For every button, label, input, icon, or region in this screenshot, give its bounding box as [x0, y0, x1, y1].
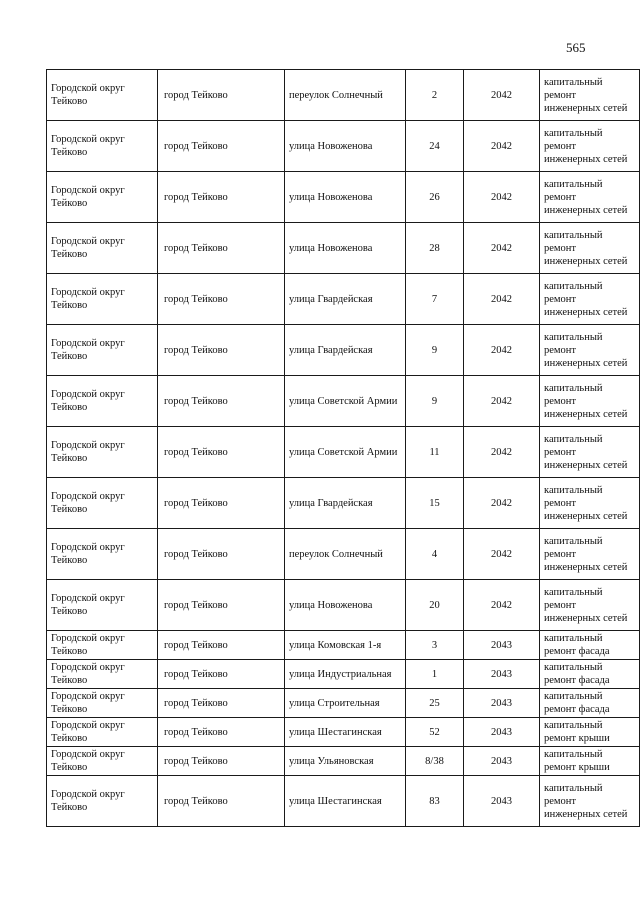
house-number-cell: 52 — [406, 718, 464, 747]
settlement-cell: город Тейково — [158, 776, 285, 827]
year-cell: 2042 — [464, 121, 540, 172]
table-row — [47, 776, 640, 827]
house-number-cell: 3 — [406, 631, 464, 660]
table-row — [47, 660, 640, 689]
table-row — [47, 747, 640, 776]
street-cell: улица Новоженова — [285, 223, 406, 274]
work-type-cell: капитальный ремонт инженерных сетей — [540, 274, 640, 325]
table-row — [47, 529, 640, 580]
house-number-cell: 11 — [406, 427, 464, 478]
house-number-cell: 28 — [406, 223, 464, 274]
settlement-cell: город Тейково — [158, 274, 285, 325]
table-row — [47, 172, 640, 223]
district-cell: Городской округ Тейково — [47, 660, 158, 689]
work-type-cell: капитальный ремонт инженерных сетей — [540, 325, 640, 376]
settlement-cell: город Тейково — [158, 718, 285, 747]
work-type-cell: капитальный ремонт фасада — [540, 631, 640, 660]
year-cell: 2042 — [464, 478, 540, 529]
district-cell: Городской округ Тейково — [47, 631, 158, 660]
street-cell: улица Гвардейская — [285, 274, 406, 325]
street-cell: улица Новоженова — [285, 172, 406, 223]
district-cell: Городской округ Тейково — [47, 274, 158, 325]
work-type-cell: капитальный ремонт инженерных сетей — [540, 776, 640, 827]
street-cell: улица Гвардейская — [285, 325, 406, 376]
district-cell: Городской округ Тейково — [47, 427, 158, 478]
district-cell: Городской округ Тейково — [47, 689, 158, 718]
work-type-cell: капитальный ремонт фасада — [540, 660, 640, 689]
street-cell: улица Новоженова — [285, 121, 406, 172]
street-cell: улица Шестагинская — [285, 776, 406, 827]
district-cell: Городской округ Тейково — [47, 223, 158, 274]
street-cell: улица Комовская 1-я — [285, 631, 406, 660]
work-type-cell: капитальный ремонт инженерных сетей — [540, 376, 640, 427]
house-number-cell: 15 — [406, 478, 464, 529]
street-cell: улица Советской Армии — [285, 376, 406, 427]
settlement-cell: город Тейково — [158, 172, 285, 223]
district-cell: Городской округ Тейково — [47, 580, 158, 631]
settlement-cell: город Тейково — [158, 223, 285, 274]
work-type-cell: капитальный ремонт инженерных сетей — [540, 223, 640, 274]
settlement-cell: город Тейково — [158, 631, 285, 660]
table-row — [47, 718, 640, 747]
table-row — [47, 121, 640, 172]
work-type-cell: капитальный ремонт инженерных сетей — [540, 70, 640, 121]
work-type-cell: капитальный ремонт крыши — [540, 718, 640, 747]
house-number-cell: 7 — [406, 274, 464, 325]
street-cell: улица Ульяновская — [285, 747, 406, 776]
district-cell: Городской округ Тейково — [47, 776, 158, 827]
page-number: 565 — [566, 40, 586, 55]
table-row — [47, 223, 640, 274]
settlement-cell: город Тейково — [158, 747, 285, 776]
repair-schedule-table — [46, 69, 640, 827]
settlement-cell: город Тейково — [158, 325, 285, 376]
year-cell: 2042 — [464, 274, 540, 325]
house-number-cell: 24 — [406, 121, 464, 172]
district-cell: Городской округ Тейково — [47, 172, 158, 223]
street-cell: улица Шестагинская — [285, 718, 406, 747]
table-row — [47, 274, 640, 325]
year-cell: 2042 — [464, 223, 540, 274]
year-cell: 2043 — [464, 747, 540, 776]
district-cell: Городской округ Тейково — [47, 121, 158, 172]
work-type-cell: капитальный ремонт инженерных сетей — [540, 121, 640, 172]
house-number-cell: 1 — [406, 660, 464, 689]
settlement-cell: город Тейково — [158, 70, 285, 121]
year-cell: 2043 — [464, 689, 540, 718]
table-row — [47, 376, 640, 427]
house-number-cell: 83 — [406, 776, 464, 827]
house-number-cell: 9 — [406, 325, 464, 376]
year-cell: 2042 — [464, 580, 540, 631]
district-cell: Городской округ Тейково — [47, 325, 158, 376]
settlement-cell: город Тейково — [158, 529, 285, 580]
table-body — [47, 70, 640, 827]
year-cell: 2042 — [464, 325, 540, 376]
work-type-cell: капитальный ремонт фасада — [540, 689, 640, 718]
settlement-cell: город Тейково — [158, 478, 285, 529]
house-number-cell: 9 — [406, 376, 464, 427]
work-type-cell: капитальный ремонт инженерных сетей — [540, 580, 640, 631]
table-row — [47, 580, 640, 631]
settlement-cell: город Тейково — [158, 580, 285, 631]
settlement-cell: город Тейково — [158, 660, 285, 689]
year-cell: 2042 — [464, 529, 540, 580]
street-cell: улица Новоженова — [285, 580, 406, 631]
work-type-cell: капитальный ремонт инженерных сетей — [540, 529, 640, 580]
table-row — [47, 427, 640, 478]
district-cell: Городской округ Тейково — [47, 478, 158, 529]
settlement-cell: город Тейково — [158, 376, 285, 427]
year-cell: 2042 — [464, 427, 540, 478]
district-cell: Городской округ Тейково — [47, 747, 158, 776]
street-cell: улица Строительная — [285, 689, 406, 718]
table-row — [47, 70, 640, 121]
work-type-cell: капитальный ремонт инженерных сетей — [540, 427, 640, 478]
house-number-cell: 25 — [406, 689, 464, 718]
settlement-cell: город Тейково — [158, 121, 285, 172]
table-row — [47, 325, 640, 376]
work-type-cell: капитальный ремонт инженерных сетей — [540, 478, 640, 529]
district-cell: Городской округ Тейково — [47, 70, 158, 121]
street-cell: улица Индустриальная — [285, 660, 406, 689]
table-row — [47, 689, 640, 718]
year-cell: 2043 — [464, 631, 540, 660]
house-number-cell: 26 — [406, 172, 464, 223]
year-cell: 2042 — [464, 172, 540, 223]
year-cell: 2043 — [464, 660, 540, 689]
district-cell: Городской округ Тейково — [47, 718, 158, 747]
district-cell: Городской округ Тейково — [47, 529, 158, 580]
house-number-cell: 20 — [406, 580, 464, 631]
year-cell: 2042 — [464, 70, 540, 121]
year-cell: 2043 — [464, 718, 540, 747]
work-type-cell: капитальный ремонт крыши — [540, 747, 640, 776]
house-number-cell: 4 — [406, 529, 464, 580]
house-number-cell: 2 — [406, 70, 464, 121]
street-cell: улица Гвардейская — [285, 478, 406, 529]
table-row — [47, 631, 640, 660]
street-cell: переулок Солнечный — [285, 70, 406, 121]
street-cell: переулок Солнечный — [285, 529, 406, 580]
district-cell: Городской округ Тейково — [47, 376, 158, 427]
settlement-cell: город Тейково — [158, 689, 285, 718]
house-number-cell: 8/38 — [406, 747, 464, 776]
work-type-cell: капитальный ремонт инженерных сетей — [540, 172, 640, 223]
table-row — [47, 478, 640, 529]
street-cell: улица Советской Армии — [285, 427, 406, 478]
settlement-cell: город Тейково — [158, 427, 285, 478]
year-cell: 2043 — [464, 776, 540, 827]
year-cell: 2042 — [464, 376, 540, 427]
